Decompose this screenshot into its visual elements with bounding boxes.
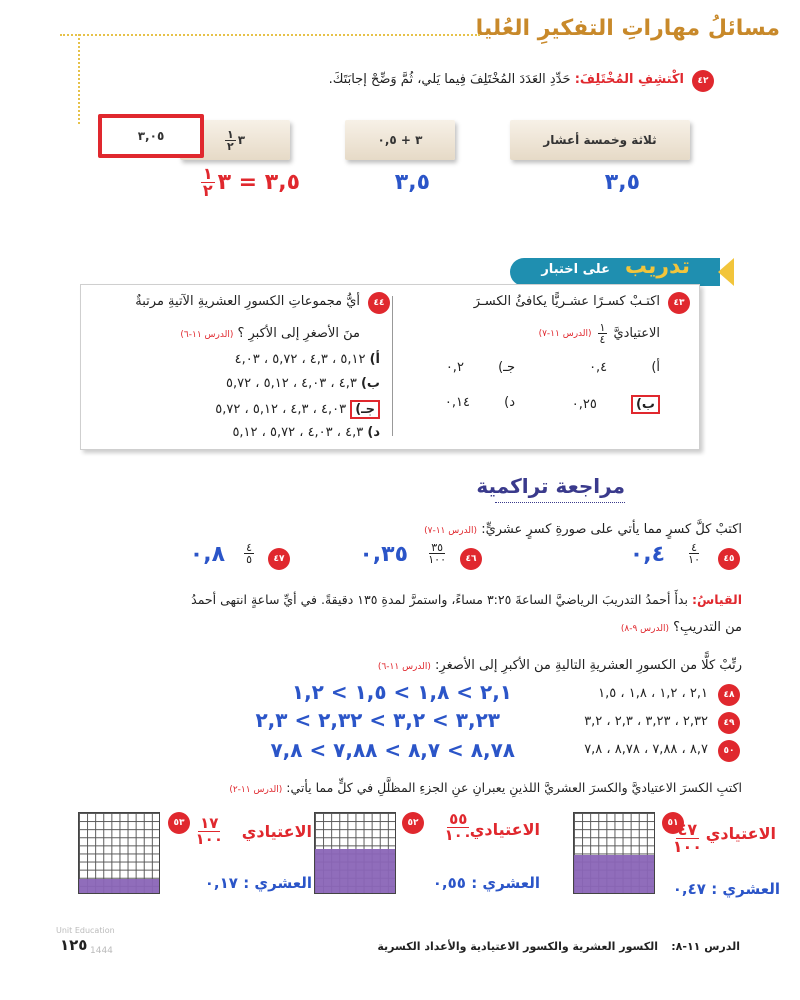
- footer: [50, 926, 740, 964]
- q42-label: اكْتشِفِ المُخْتَلِفَ:: [574, 72, 684, 87]
- item48-badge: ٤٨: [718, 684, 740, 706]
- measure-line1: القياسُ: بدأَ أحمدُ التدريبَ الرياضيَّ الساعةَ ٣:٢٥ مساءً، واستمرَّ لمدةِ ١٣٥ دقيقةً. في أيِّ ساعةٍ انتهى أحمدُ: [191, 592, 742, 607]
- q43-option-a[interactable]: أ) ٠,٤: [589, 360, 660, 375]
- review-title: مراجعة تراكمية: [476, 474, 625, 498]
- option-card-sum[interactable]: [345, 120, 455, 160]
- review-title-underline: [495, 502, 625, 503]
- dotted-line: [60, 34, 480, 36]
- watermark-year: 1444: [90, 946, 113, 956]
- item53-badge: ٥٣: [168, 812, 190, 834]
- card-fraction: $\frac{١}{٢}$: [226, 127, 234, 153]
- item47-badge: ٤٧: [268, 548, 290, 570]
- q44-line2: منَ الأصغرِ إلى الأكبرِ ؟ (الدرس ١١-٦): [180, 326, 360, 341]
- test-box-divider: [392, 296, 393, 436]
- test-banner-arrow: [718, 258, 734, 286]
- q43-option-d[interactable]: د) ٠,١٤: [444, 395, 515, 410]
- answer-handwritten-3: ٣,٥ = ٣ $\frac{١}{٢}$: [202, 164, 300, 200]
- dotted-frame-left: [78, 34, 80, 124]
- item47-fraction: $\frac{٤}{٥}$: [246, 541, 252, 566]
- item53-common-label: الاعتيادي: [241, 822, 312, 841]
- item51-decimal: العشري : ٠,٤٧: [672, 880, 780, 898]
- footer-lesson: الدرس ١١-٨:: [671, 940, 740, 953]
- q44-option-a[interactable]: أ) ٥,١٢ ، ٤,٣ ، ٥,٧٢ ، ٤,٠٣: [234, 352, 380, 367]
- item48-answer: ٢,١ > ١,٨ > ١,٥ > ١,٢: [291, 680, 512, 704]
- card-whole: ٣: [237, 133, 246, 147]
- footer-title: الكسور العشرية والكسور الاعتيادية والأعداد الكسرية: [377, 940, 658, 953]
- item49-answer: ٣,٢٣ > ٣,٢ > ٢,٣٢ > ٢,٣: [255, 708, 500, 732]
- hots-title: مسائلُ مهاراتِ التفكيرِ العُليا: [475, 16, 780, 41]
- q43-line1: اكتـبْ كسـرًا عشـريًّا يكافئُ الكسـرَ: [473, 294, 660, 309]
- item47-answer: ٠,٨: [189, 542, 225, 567]
- item50-answer: ٨,٧٨ > ٨,٧ > ٧,٨٨ > ٧,٨: [270, 738, 515, 762]
- answer-handwritten-2: ٣,٥: [394, 170, 430, 195]
- card-text: ٣ + ٠,٥: [377, 133, 423, 147]
- q44-option-b[interactable]: ب) ٤,٣ ، ٤,٠٣ ، ٥,١٢ ، ٥,٧٢: [226, 376, 380, 391]
- item53-fraction: $\frac{١٧}{١٠٠}$: [195, 814, 223, 848]
- q43-fraction: $\frac{١}{٤}$: [599, 321, 606, 346]
- question-number-badge: ٤٢: [692, 70, 714, 92]
- item51-fraction: $\frac{٤٧}{١٠٠}$: [672, 820, 702, 856]
- item45-fraction: $\frac{٤}{١٠}$: [688, 541, 700, 566]
- q44-option-d[interactable]: د) ٤,٣ ، ٤,٠٣ ، ٥,٧٢ ، ٥,١٢: [232, 425, 380, 440]
- grid-53-shaded: [79, 879, 159, 893]
- item45-badge: ٤٥: [718, 548, 740, 570]
- card-text: ٣,٠٥: [137, 129, 165, 143]
- item49-badge: ٤٩: [718, 712, 740, 734]
- q42-text: [329, 72, 684, 87]
- item46-fraction: $\frac{٣٥}{١٠٠}$: [428, 541, 446, 566]
- q44-badge: ٤٤: [368, 292, 390, 314]
- item48-given: ٢,١ ، ١,٢ ، ١,٨ ، ١,٥: [598, 686, 708, 701]
- grid-52-shaded: [315, 849, 395, 893]
- page-number: ١٢٥: [60, 936, 88, 954]
- item46-badge: ٤٦: [460, 548, 482, 570]
- q44-option-c[interactable]: جـ) ٤,٠٣ ، ٤,٣ ، ٥,١٢ ، ٥,٧٢: [215, 400, 380, 419]
- grid-53: [78, 812, 160, 894]
- item52-decimal: العشري : ٠,٥٥: [432, 874, 540, 892]
- q44-line1: أيُّ مجموعاتِ الكسورِ العشريةِ الآتيةِ مرتبةٌ: [135, 294, 360, 309]
- item45-answer: ٠,٤: [629, 542, 665, 567]
- item46-answer: ٠,٣٥: [359, 542, 408, 567]
- q43-line2: الاعتياديَّ $\frac{١}{٤}$ (الدرس ١١-٧): [538, 321, 660, 346]
- grid-52: [314, 812, 396, 894]
- test-banner-big: تدريب: [624, 254, 690, 279]
- grid-51-shaded: [574, 855, 654, 893]
- item49-given: ٢,٣٢ ، ٣,٢٣ ، ٢,٣ ، ٣,٢: [584, 714, 708, 729]
- review-instruction-3: اكتبِ الكسرَ الاعتياديَّ والكسرَ العشريَّ اللذينِ يعبرانِ عنِ الجزءِ المظلَّلِ في كلٍّ مما يأتي: (الدرس ١١-٢): [229, 780, 742, 795]
- card-text: ثلاثة وخمسة أعشار: [543, 133, 657, 147]
- option-card-words[interactable]: [510, 120, 690, 160]
- watermark: Unit Education: [56, 926, 115, 935]
- test-banner-small: على اختبار: [541, 262, 610, 277]
- item53-decimal: العشري : ٠,١٧: [204, 874, 312, 892]
- answer-handwritten-1: ٣,٥: [604, 170, 640, 195]
- item52-common-label: الاعتيادي: [469, 820, 540, 839]
- item50-given: ٨,٧ ، ٧,٨٨ ، ٨,٧٨ ، ٧,٨: [584, 742, 708, 757]
- item52-fraction: $\frac{٥٥}{١٠٠}$: [444, 810, 472, 844]
- q42-instruction: حَدِّدِ العَدَدَ المُخْتَلِفَ فِيما يَلي، ثُمَّ وَضِّحْ إجابَتَكَ.: [328, 72, 571, 87]
- q43-badge: ٤٣: [668, 292, 690, 314]
- grid-51: [573, 812, 655, 894]
- q43-option-b[interactable]: ب) ٠,٢٥: [572, 395, 660, 414]
- review-instruction-1: اكتبْ كلَّ كسرٍ مما يأتي على صورةِ كسرٍ عشريٍّ: (الدرس ١١-٧): [424, 522, 742, 537]
- item51-badge: ٥١: [662, 812, 684, 834]
- option-card-odd-one[interactable]: [98, 114, 204, 158]
- item50-badge: ٥٠: [718, 740, 740, 762]
- q43-lesson: (الدرس ١١-٧): [538, 328, 592, 339]
- item52-badge: ٥٢: [402, 812, 424, 834]
- item51-common-label: الاعتيادي: [705, 824, 776, 843]
- measure-line2: من التدريبِ؟ (الدرس ٩-٨): [620, 620, 742, 635]
- q43-option-c[interactable]: جـ) ٠,٢: [445, 360, 515, 375]
- review-instruction-2: رتِّبْ كلًّا من الكسورِ العشريةِ التاليةِ من الأكبرِ إلى الأصغرِ: (الدرس ١١-٦): [377, 658, 742, 673]
- hots-header: [20, 14, 780, 48]
